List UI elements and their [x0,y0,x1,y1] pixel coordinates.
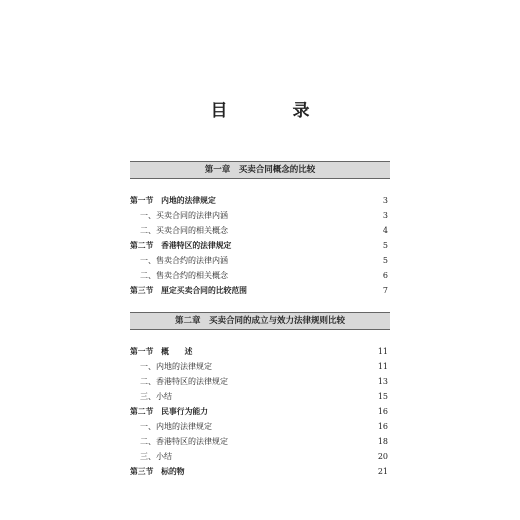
toc-entry [130,268,390,283]
toc-entry-label: 第一节 内地的法律规定 [130,196,216,205]
toc-entry-page: 5 [382,241,388,250]
toc-entry-label: 第三节 厘定买卖合同的比较范围 [130,286,247,295]
chapter-heading-1: 第一章 买卖合同概念的比较 [130,161,390,179]
toc-entry-label: 第一节 概 述 [130,347,193,356]
toc-entry [130,283,390,298]
toc-entry [130,419,390,434]
toc-entry [130,359,390,374]
toc-entry-label: 二、买卖合同的相关概念 [140,226,228,235]
toc-entry [130,449,390,464]
toc-entry-page: 16 [377,422,388,431]
toc-entry-label: 一、买卖合同的法律内涵 [140,211,228,220]
chapter-heading-2: 第二章 买卖合同的成立与效力法律规则比较 [130,312,390,330]
chapter-1-entries [130,193,390,298]
toc-entry-page: 5 [382,256,388,265]
toc-entry-page: 3 [382,211,388,220]
toc-entry-label: 一、内地的法律规定 [140,422,212,431]
toc-entry-page: 21 [377,467,388,476]
toc-entry-page: 4 [382,226,388,235]
toc-entry-page: 11 [377,347,388,356]
toc-entry-label: 第二节 香港特区的法律规定 [130,241,232,250]
toc-entry [130,344,390,359]
toc-entry-label: 第三节 标的物 [130,467,185,476]
toc-entry-page: 3 [382,196,388,205]
toc-entry-label: 二、售卖合约的相关概念 [140,271,228,280]
toc-entry-label: 三、小结 [140,452,172,461]
toc-entry-label: 二、香港特区的法律规定 [140,377,228,386]
toc-entry [130,374,390,389]
toc-entry-page: 13 [377,377,388,386]
toc-entry-label: 一、售卖合约的法律内涵 [140,256,228,265]
toc-entry [130,404,390,419]
toc-entry [130,389,390,404]
toc-entry-page: 11 [377,362,388,371]
toc-entry [130,238,390,253]
toc-entry [130,208,390,223]
toc-entry-page: 20 [377,452,388,461]
chapter-2-entries [130,344,390,479]
toc-entry-label: 第二节 民事行为能力 [130,407,208,416]
toc-title: 目 录 [210,101,334,121]
toc-entry [130,223,390,238]
toc-entry-label: 一、内地的法律规定 [140,362,212,371]
toc-entry-label: 二、香港特区的法律规定 [140,437,228,446]
toc-entry-page: 16 [377,407,388,416]
toc-entry [130,193,390,208]
toc-entry [130,434,390,449]
toc-entry [130,464,390,479]
toc-entry-label: 三、小结 [140,392,172,401]
toc-entry-page: 15 [377,392,388,401]
toc-entry [130,253,390,268]
toc-entry-page: 6 [382,271,388,280]
toc-entry-page: 7 [382,286,388,295]
toc-entry-page: 18 [377,437,388,446]
